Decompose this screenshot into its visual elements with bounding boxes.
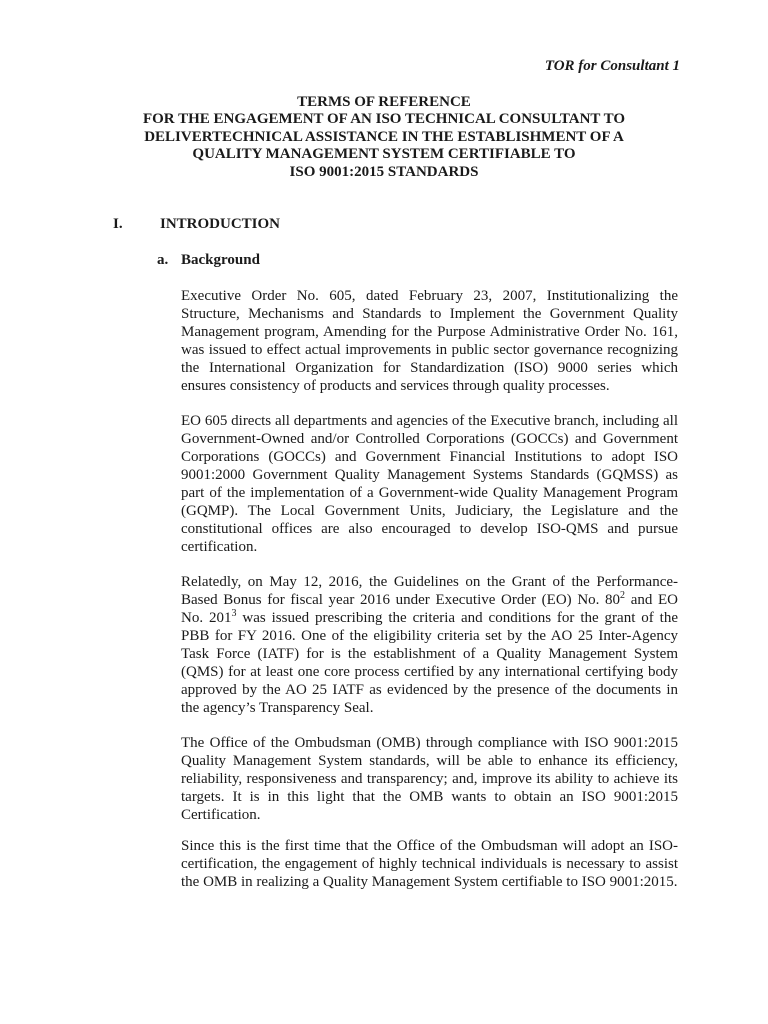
document-reference: TOR for Consultant 1 [544, 58, 680, 74]
title-line: QUALITY MANAGEMENT SYSTEM CERTIFIABLE TO [192, 146, 576, 163]
paragraph-text-part: was issued prescribing the criteria and conditions for the grant of the PBB for FY 2016. One of the eligibility criteria set by the AO 25 Inter-Agency Task Force (IATF) for is the establishment of a Quality Management System (QMS) for at least one core process certified by any international certifying body approved by the AO 25 IATF as evidenced by the presence of the documents in the agency’s Transparency Seal. [181, 610, 678, 716]
paragraph-text: Since this is the first time that the Office of the Ombudsman will adopt an ISO-certification, the engagement of highly technical individuals is necessary to assist the OMB in realizing a Quality Management System certifiable to ISO 9001:2015. [181, 838, 678, 890]
section-number: I. [113, 216, 123, 232]
title-line: TERMS OF REFERENCE [297, 94, 471, 110]
document-title [0, 94, 768, 181]
title-line: DELIVERTECHNICAL ASSISTANCE IN THE ESTABLISHMENT OF A [144, 128, 624, 145]
paragraph-engagement-need [181, 837, 678, 891]
paragraph-text-part: Relatedly, on May 12, 2016, the Guidelines on the Grant of the Performance-Based Bonus for fiscal year 2016 under Executive Order (EO) No. 80 [181, 574, 678, 608]
subsection-letter: a. [157, 252, 169, 268]
paragraph-text [181, 573, 678, 717]
paragraph-eo605 [181, 287, 678, 395]
paragraph-eo605-directives [181, 412, 678, 556]
paragraph-text: The Office of the Ombudsman (OMB) through compliance with ISO 9001:2015 Quality Management System standards, will be able to enhance its efficiency, reliability, responsiveness and transparency; and, improve its ability to achieve its targets. It is in this light that the OMB wants to obtain an ISO 9001:2015 Certification. [181, 735, 678, 823]
paragraph-pbb-guidelines [181, 573, 678, 717]
paragraph-omb-compliance [181, 734, 678, 824]
footnote-marker: 3 [231, 608, 237, 619]
section-heading [113, 216, 280, 233]
paragraph-text: Executive Order No. 605, dated February 23, 2007, Institutionalizing the Structure, Mechanisms and Standards to Implement the Government Quality Management program, Amending for the Purpose Administrative Order No. 161, was issued to effect actual improvements in public sector governance recognizing the International Organization for Standardization (ISO) 9000 series which ensures consistency of products and services through quality processes. [181, 288, 678, 394]
footnote-marker: 2 [620, 590, 626, 601]
paragraph-text-part: and EO No. 201 [181, 592, 678, 626]
paragraph-text: EO 605 directs all departments and agencies of the Executive branch, including all Government-Owned and/or Controlled Corporations (GOCCs) and Government Corporations (GOCCs) and Government Financial Institutions to adopt ISO 9001:2000 Government Quality Management Systems Standards (GQMSS) as part of the implementation of a Government-wide Quality Management Program (GQMP). The Local Government Units, Judiciary, the Legislature and the constitutional offices are also encouraged to develop ISO-QMS and pursue certification. [181, 413, 678, 555]
title-line: ISO 9001:2015 STANDARDS [289, 163, 479, 180]
subsection-heading [157, 252, 260, 269]
title-line: FOR THE ENGAGEMENT OF AN ISO TECHNICAL CONSULTANT TO [142, 111, 626, 128]
section-title: INTRODUCTION [160, 216, 281, 232]
subsection-title: Background [181, 252, 260, 268]
